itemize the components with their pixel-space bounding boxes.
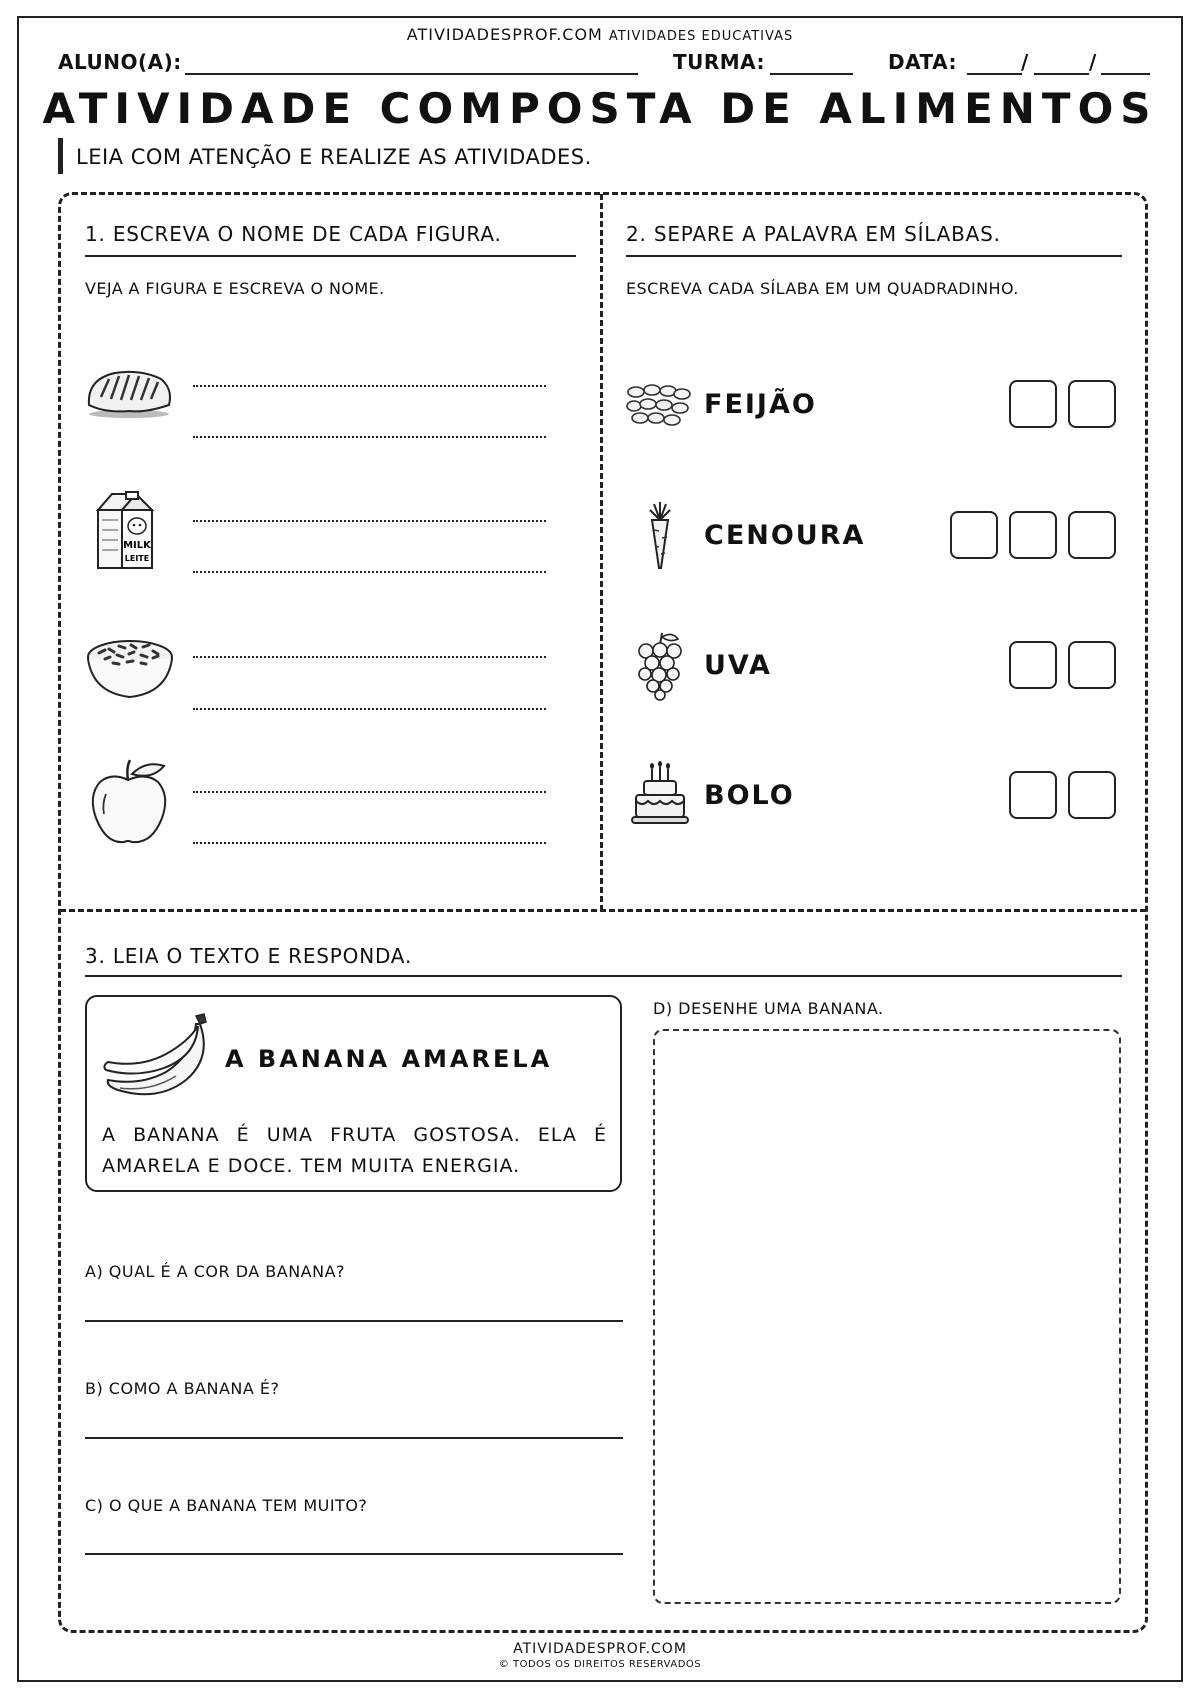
aluno-field[interactable] bbox=[185, 73, 638, 75]
syllable-box[interactable] bbox=[950, 511, 998, 559]
cereal-bowl-icon bbox=[85, 637, 175, 701]
answer-line-b[interactable] bbox=[85, 1437, 623, 1439]
instruction-text: LEIA COM ATENÇÃO E REALIZE AS ATIVIDADES. bbox=[76, 145, 592, 169]
syllable-box[interactable] bbox=[1009, 771, 1057, 819]
grapes-icon bbox=[636, 631, 684, 699]
story-text: A BANANA É UMA FRUTA GOSTOSA. ELA É AMARELA E DOCE. TEM MUITA ENERGIA. bbox=[102, 1124, 607, 1177]
drawing-area[interactable] bbox=[653, 1029, 1121, 1604]
banana-icon bbox=[100, 1012, 212, 1098]
answer-line[interactable] bbox=[193, 708, 546, 710]
carrot-icon bbox=[644, 502, 676, 570]
data-year-field[interactable] bbox=[1101, 73, 1150, 75]
word-feijao: FEIJÃO bbox=[704, 389, 817, 420]
apple-icon bbox=[90, 758, 170, 846]
question-c: C) O QUE A BANANA TEM MUITO? bbox=[85, 1496, 368, 1515]
question-d: D) DESENHE UMA BANANA. bbox=[653, 999, 884, 1018]
data-day-field[interactable] bbox=[967, 73, 1022, 75]
answer-line-a[interactable] bbox=[85, 1320, 623, 1322]
carton-text-leite: LEITE bbox=[124, 554, 150, 563]
answer-line[interactable] bbox=[193, 656, 546, 658]
word-cenoura: CENOURA bbox=[704, 520, 866, 551]
syllable-box[interactable] bbox=[1068, 511, 1116, 559]
section1-subtitle: VEJA A FIGURA E ESCREVA O NOME. bbox=[85, 279, 385, 298]
date-slash: / bbox=[1089, 50, 1097, 74]
section2-title: 2. SEPARE A PALAVRA EM SÍLABAS. bbox=[626, 222, 1001, 246]
section2-subtitle: ESCREVA CADA SÍLABA EM UM QUADRADINHO. bbox=[626, 279, 1019, 298]
answer-line[interactable] bbox=[193, 571, 546, 573]
story-title: A BANANA AMARELA bbox=[225, 1045, 553, 1073]
data-month-field[interactable] bbox=[1034, 73, 1089, 75]
page-title: ATIVIDADE COMPOSTA DE ALIMENTOS bbox=[42, 84, 1158, 133]
syllable-box[interactable] bbox=[1009, 511, 1057, 559]
word-uva: UVA bbox=[704, 650, 772, 681]
question-b: B) COMO A BANANA É? bbox=[85, 1379, 280, 1398]
section2-rule bbox=[626, 255, 1122, 257]
section-divider-horizontal bbox=[60, 909, 1146, 912]
answer-line[interactable] bbox=[193, 842, 546, 844]
footer-site: ATIVIDADESPROF.COM bbox=[513, 1641, 687, 1657]
section3-title: 3. LEIA O TEXTO E RESPONDA. bbox=[85, 944, 413, 968]
word-bolo: BOLO bbox=[704, 780, 795, 811]
syllable-box[interactable] bbox=[1009, 380, 1057, 428]
site-name: ATIVIDADESPROF.COM bbox=[406, 25, 603, 44]
site-subtitle: ATIVIDADES EDUCATIVAS bbox=[608, 29, 794, 44]
answer-line[interactable] bbox=[193, 385, 546, 387]
cake-icon bbox=[630, 763, 690, 827]
syllable-box[interactable] bbox=[1068, 771, 1116, 819]
answer-line[interactable] bbox=[193, 520, 546, 522]
instruction-bar bbox=[58, 138, 63, 174]
answer-line-c[interactable] bbox=[85, 1553, 623, 1555]
turma-label: TURMA: bbox=[673, 50, 766, 74]
footer-rights: © TODOS OS DIREITOS RESERVADOS bbox=[498, 1659, 702, 1670]
answer-line[interactable] bbox=[193, 436, 546, 438]
aluno-label: ALUNO(A): bbox=[58, 50, 182, 74]
syllable-box[interactable] bbox=[1068, 380, 1116, 428]
beans-icon bbox=[626, 382, 692, 426]
section1-title: 1. ESCREVA O NOME DE CADA FIGURA. bbox=[85, 222, 502, 246]
question-a: A) QUAL É A COR DA BANANA? bbox=[85, 1262, 346, 1281]
section-divider-vertical bbox=[600, 194, 603, 911]
section1-rule bbox=[85, 255, 576, 257]
site-header bbox=[0, 25, 1200, 44]
carton-text-milk: MILK bbox=[123, 540, 151, 551]
syllable-box[interactable] bbox=[1009, 641, 1057, 689]
milk-carton-icon bbox=[92, 490, 162, 570]
bread-icon bbox=[85, 367, 173, 419]
data-label: DATA: bbox=[888, 50, 957, 74]
turma-field[interactable] bbox=[770, 73, 853, 75]
date-slash: / bbox=[1021, 50, 1029, 74]
syllable-box[interactable] bbox=[1068, 641, 1116, 689]
section3-rule bbox=[85, 975, 1122, 977]
answer-line[interactable] bbox=[193, 791, 546, 793]
